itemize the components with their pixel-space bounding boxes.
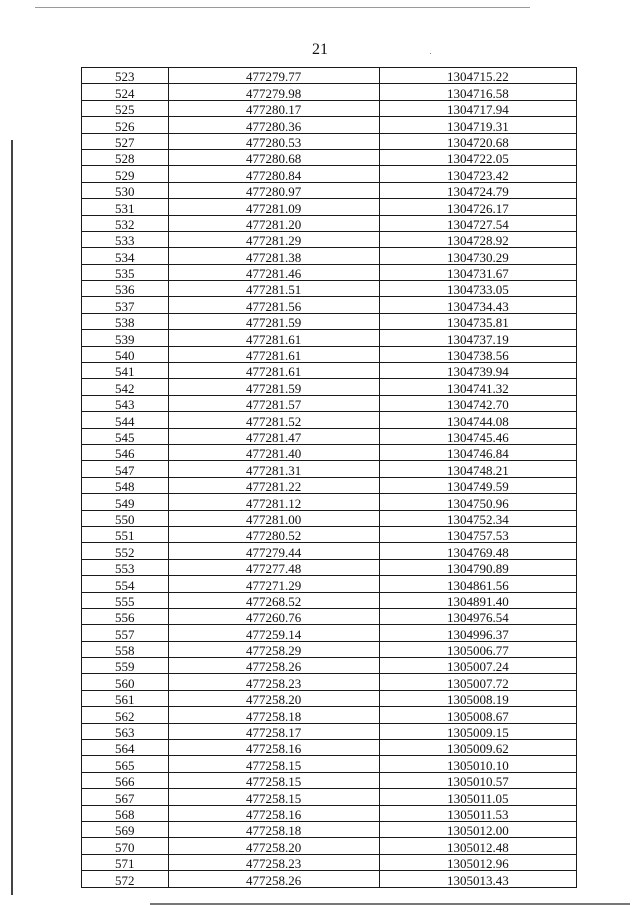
- point-number-cell: 549: [82, 494, 169, 510]
- point-number-cell: 572: [82, 871, 169, 887]
- x-coordinate-cell: 477280.36: [168, 117, 379, 133]
- table-row: [82, 199, 577, 215]
- y-coordinate-cell: 1304730.29: [379, 248, 576, 264]
- y-coordinate-cell: 1305007.72: [379, 674, 576, 690]
- x-coordinate-cell: 477281.59: [168, 313, 379, 329]
- y-coordinate-cell: 1305010.57: [379, 772, 576, 788]
- table-row: [82, 543, 577, 559]
- x-coordinate-cell: 477280.53: [168, 133, 379, 149]
- y-coordinate-cell: 1305007.24: [379, 658, 576, 674]
- table-row: [82, 871, 577, 887]
- point-number-cell: 534: [82, 248, 169, 264]
- x-coordinate-cell: 477280.68: [168, 149, 379, 165]
- x-coordinate-cell: 477258.26: [168, 871, 379, 887]
- y-coordinate-cell: 1304734.43: [379, 297, 576, 313]
- y-coordinate-cell: 1304996.37: [379, 625, 576, 641]
- point-number-cell: 527: [82, 133, 169, 149]
- point-number-cell: 526: [82, 117, 169, 133]
- y-coordinate-cell: 1305009.62: [379, 740, 576, 756]
- table-row: [82, 444, 577, 460]
- x-coordinate-cell: 477281.46: [168, 264, 379, 280]
- x-coordinate-cell: 477258.16: [168, 805, 379, 821]
- table-row: [82, 346, 577, 362]
- y-coordinate-cell: 1304723.42: [379, 166, 576, 182]
- table-row: [82, 608, 577, 624]
- table-row: [82, 100, 577, 116]
- x-coordinate-cell: 477258.15: [168, 772, 379, 788]
- table-row: [82, 854, 577, 870]
- table-row: [82, 133, 577, 149]
- table-row: [82, 166, 577, 182]
- table-row: [82, 559, 577, 575]
- table-row: [82, 789, 577, 805]
- y-coordinate-cell: 1304742.70: [379, 395, 576, 411]
- x-coordinate-cell: 477258.23: [168, 674, 379, 690]
- table-row: [82, 215, 577, 231]
- point-number-cell: 536: [82, 281, 169, 297]
- point-number-cell: 551: [82, 526, 169, 542]
- x-coordinate-cell: 477280.17: [168, 100, 379, 116]
- y-coordinate-cell: 1304746.84: [379, 444, 576, 460]
- table-row: [82, 707, 577, 723]
- y-coordinate-cell: 1304757.53: [379, 526, 576, 542]
- table-row: [82, 576, 577, 592]
- point-number-cell: 548: [82, 477, 169, 493]
- point-number-cell: 564: [82, 740, 169, 756]
- x-coordinate-cell: 477281.52: [168, 412, 379, 428]
- table-row: [82, 658, 577, 674]
- x-coordinate-cell: 477281.20: [168, 215, 379, 231]
- y-coordinate-cell: 1304749.59: [379, 477, 576, 493]
- point-number-cell: 550: [82, 510, 169, 526]
- point-number-cell: 540: [82, 346, 169, 362]
- table-row: [82, 690, 577, 706]
- point-number-cell: 568: [82, 805, 169, 821]
- table-row: [82, 592, 577, 608]
- x-coordinate-cell: 477281.59: [168, 379, 379, 395]
- table-row: [82, 395, 577, 411]
- point-number-cell: 571: [82, 854, 169, 870]
- y-coordinate-cell: 1305006.77: [379, 641, 576, 657]
- y-coordinate-cell: 1304720.68: [379, 133, 576, 149]
- x-coordinate-cell: 477281.40: [168, 444, 379, 460]
- point-number-cell: 542: [82, 379, 169, 395]
- point-number-cell: 537: [82, 297, 169, 313]
- point-number-cell: 570: [82, 838, 169, 854]
- table-row: [82, 805, 577, 821]
- table-row: [82, 68, 577, 84]
- point-number-cell: 554: [82, 576, 169, 592]
- y-coordinate-cell: 1305011.05: [379, 789, 576, 805]
- x-coordinate-cell: 477281.61: [168, 330, 379, 346]
- y-coordinate-cell: 1304741.32: [379, 379, 576, 395]
- x-coordinate-cell: 477281.09: [168, 199, 379, 215]
- point-number-cell: 557: [82, 625, 169, 641]
- point-number-cell: 563: [82, 723, 169, 739]
- point-number-cell: 569: [82, 821, 169, 837]
- point-number-cell: 524: [82, 84, 169, 100]
- y-coordinate-cell: 1304737.19: [379, 330, 576, 346]
- x-coordinate-cell: 477258.15: [168, 756, 379, 772]
- point-number-cell: 529: [82, 166, 169, 182]
- table-row: [82, 330, 577, 346]
- scan-top-line: [35, 7, 530, 8]
- x-coordinate-cell: 477281.38: [168, 248, 379, 264]
- y-coordinate-cell: 1305009.15: [379, 723, 576, 739]
- y-coordinate-cell: 1304738.56: [379, 346, 576, 362]
- y-coordinate-cell: 1304752.34: [379, 510, 576, 526]
- table-row: [82, 297, 577, 313]
- y-coordinate-cell: 1304790.89: [379, 559, 576, 575]
- x-coordinate-cell: 477258.23: [168, 854, 379, 870]
- y-coordinate-cell: 1305008.19: [379, 690, 576, 706]
- x-coordinate-cell: 477258.18: [168, 707, 379, 723]
- table-row: [82, 477, 577, 493]
- x-coordinate-cell: 477281.22: [168, 477, 379, 493]
- y-coordinate-cell: 1304733.05: [379, 281, 576, 297]
- table-row: [82, 149, 577, 165]
- x-coordinate-cell: 477281.61: [168, 346, 379, 362]
- y-coordinate-cell: 1305011.53: [379, 805, 576, 821]
- y-coordinate-cell: 1304739.94: [379, 363, 576, 379]
- table-row: [82, 674, 577, 690]
- table-row: [82, 641, 577, 657]
- y-coordinate-cell: 1305013.43: [379, 871, 576, 887]
- table-row: [82, 117, 577, 133]
- scan-left-edge: [11, 140, 13, 895]
- table-row: [82, 248, 577, 264]
- x-coordinate-cell: 477281.29: [168, 231, 379, 247]
- point-number-cell: 560: [82, 674, 169, 690]
- y-coordinate-cell: 1305010.10: [379, 756, 576, 772]
- x-coordinate-cell: 477258.18: [168, 821, 379, 837]
- x-coordinate-cell: 477259.14: [168, 625, 379, 641]
- table-row: [82, 740, 577, 756]
- y-coordinate-cell: 1304976.54: [379, 608, 576, 624]
- point-number-cell: 545: [82, 428, 169, 444]
- table-row: [82, 313, 577, 329]
- x-coordinate-cell: 477280.97: [168, 182, 379, 198]
- x-coordinate-cell: 477268.52: [168, 592, 379, 608]
- y-coordinate-cell: 1304728.92: [379, 231, 576, 247]
- x-coordinate-cell: 477258.20: [168, 690, 379, 706]
- y-coordinate-cell: 1305012.48: [379, 838, 576, 854]
- y-coordinate-cell: 1304719.31: [379, 117, 576, 133]
- x-coordinate-cell: 477281.00: [168, 510, 379, 526]
- coordinates-table: [81, 67, 577, 888]
- y-coordinate-cell: 1304731.67: [379, 264, 576, 280]
- table-row: [82, 281, 577, 297]
- x-coordinate-cell: 477281.12: [168, 494, 379, 510]
- point-number-cell: 559: [82, 658, 169, 674]
- point-number-cell: 547: [82, 461, 169, 477]
- y-coordinate-cell: 1304745.46: [379, 428, 576, 444]
- x-coordinate-cell: 477258.20: [168, 838, 379, 854]
- table-row: [82, 461, 577, 477]
- point-number-cell: 543: [82, 395, 169, 411]
- table-row: [82, 756, 577, 772]
- point-number-cell: 528: [82, 149, 169, 165]
- point-number-cell: 561: [82, 690, 169, 706]
- page-number: 21: [312, 41, 328, 58]
- table-row: [82, 231, 577, 247]
- x-coordinate-cell: 477260.76: [168, 608, 379, 624]
- point-number-cell: 523: [82, 68, 169, 84]
- point-number-cell: 562: [82, 707, 169, 723]
- table-row: [82, 723, 577, 739]
- x-coordinate-cell: 477281.31: [168, 461, 379, 477]
- y-coordinate-cell: 1304727.54: [379, 215, 576, 231]
- x-coordinate-cell: 477279.44: [168, 543, 379, 559]
- y-coordinate-cell: 1304891.40: [379, 592, 576, 608]
- coordinates-table-body: [82, 68, 577, 888]
- y-coordinate-cell: 1304750.96: [379, 494, 576, 510]
- y-coordinate-cell: 1304748.21: [379, 461, 576, 477]
- table-row: [82, 363, 577, 379]
- point-number-cell: 555: [82, 592, 169, 608]
- point-number-cell: 553: [82, 559, 169, 575]
- point-number-cell: 552: [82, 543, 169, 559]
- x-coordinate-cell: 477279.98: [168, 84, 379, 100]
- point-number-cell: 546: [82, 444, 169, 460]
- table-row: [82, 379, 577, 395]
- y-coordinate-cell: 1304724.79: [379, 182, 576, 198]
- x-coordinate-cell: 477281.51: [168, 281, 379, 297]
- x-coordinate-cell: 477281.47: [168, 428, 379, 444]
- point-number-cell: 539: [82, 330, 169, 346]
- x-coordinate-cell: 477271.29: [168, 576, 379, 592]
- point-number-cell: 532: [82, 215, 169, 231]
- point-number-cell: 535: [82, 264, 169, 280]
- table-row: [82, 84, 577, 100]
- table-row: [82, 772, 577, 788]
- x-coordinate-cell: 477258.15: [168, 789, 379, 805]
- table-row: [82, 264, 577, 280]
- x-coordinate-cell: 477280.84: [168, 166, 379, 182]
- point-number-cell: 565: [82, 756, 169, 772]
- y-coordinate-cell: 1304769.48: [379, 543, 576, 559]
- table-row: [82, 494, 577, 510]
- table-row: [82, 625, 577, 641]
- point-number-cell: 531: [82, 199, 169, 215]
- y-coordinate-cell: 1304726.17: [379, 199, 576, 215]
- point-number-cell: 541: [82, 363, 169, 379]
- x-coordinate-cell: 477258.26: [168, 658, 379, 674]
- point-number-cell: 567: [82, 789, 169, 805]
- table-row: [82, 182, 577, 198]
- y-coordinate-cell: 1304744.08: [379, 412, 576, 428]
- point-number-cell: 530: [82, 182, 169, 198]
- y-coordinate-cell: 1304735.81: [379, 313, 576, 329]
- table-row: [82, 510, 577, 526]
- x-coordinate-cell: 477258.29: [168, 641, 379, 657]
- x-coordinate-cell: 477280.52: [168, 526, 379, 542]
- point-number-cell: 558: [82, 641, 169, 657]
- x-coordinate-cell: 477279.77: [168, 68, 379, 84]
- point-number-cell: 533: [82, 231, 169, 247]
- table-row: [82, 821, 577, 837]
- point-number-cell: 538: [82, 313, 169, 329]
- y-coordinate-cell: 1304861.56: [379, 576, 576, 592]
- point-number-cell: 556: [82, 608, 169, 624]
- point-number-cell: 525: [82, 100, 169, 116]
- x-coordinate-cell: 477277.48: [168, 559, 379, 575]
- point-number-cell: 544: [82, 412, 169, 428]
- y-coordinate-cell: 1304716.58: [379, 84, 576, 100]
- y-coordinate-cell: 1304717.94: [379, 100, 576, 116]
- y-coordinate-cell: 1304715.22: [379, 68, 576, 84]
- x-coordinate-cell: 477281.61: [168, 363, 379, 379]
- y-coordinate-cell: 1305008.67: [379, 707, 576, 723]
- y-coordinate-cell: 1305012.00: [379, 821, 576, 837]
- table-row: [82, 838, 577, 854]
- x-coordinate-cell: 477258.17: [168, 723, 379, 739]
- y-coordinate-cell: 1304722.05: [379, 149, 576, 165]
- table-row: [82, 428, 577, 444]
- x-coordinate-cell: 477281.57: [168, 395, 379, 411]
- point-number-cell: 566: [82, 772, 169, 788]
- table-row: [82, 526, 577, 542]
- x-coordinate-cell: 477258.16: [168, 740, 379, 756]
- x-coordinate-cell: 477281.56: [168, 297, 379, 313]
- table-row: [82, 412, 577, 428]
- y-coordinate-cell: 1305012.96: [379, 854, 576, 870]
